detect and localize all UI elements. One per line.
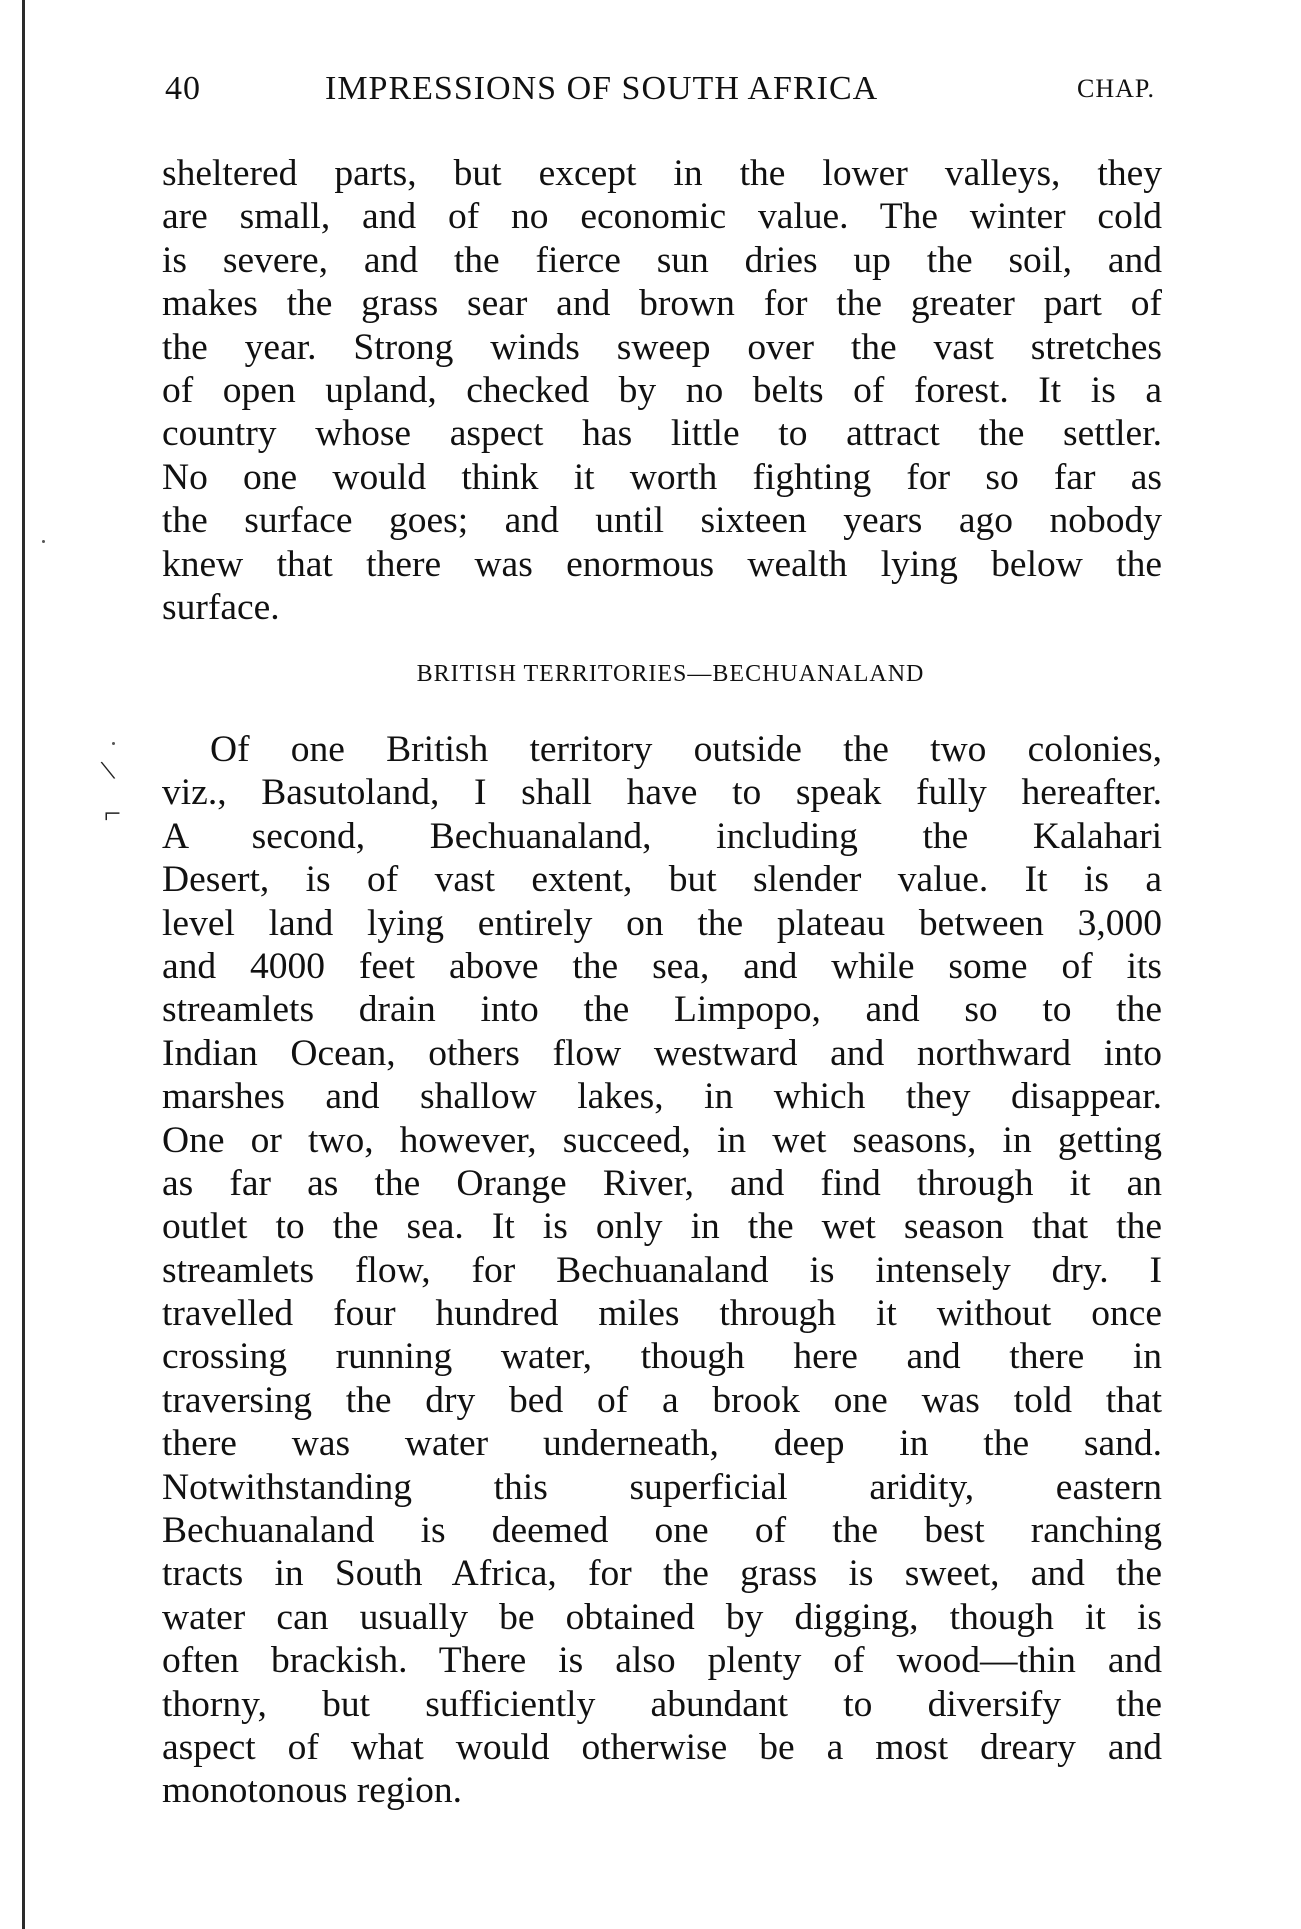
text-line: there was water underneath, deep in the sand. bbox=[162, 1423, 1162, 1465]
text-line: Notwithstanding this superficial aridity, eastern bbox=[162, 1466, 1162, 1508]
running-head bbox=[165, 70, 1155, 120]
margin-pencil-mark: \ bbox=[98, 753, 118, 788]
text-line: No one would think it worth fighting for so far as bbox=[162, 456, 1162, 498]
section-heading: BRITISH TERRITORIES—BECHUANALAND bbox=[416, 661, 925, 687]
text-line: and 4000 feet above the sea, and while some of its bbox=[162, 945, 1162, 987]
text-line: A second, Bechuanaland, including the Kalahari bbox=[162, 815, 1162, 857]
text-line: Bechuanaland is deemed one of the best ranching bbox=[162, 1510, 1162, 1552]
text-line: Desert, is of vast extent, but slender value. It is a bbox=[162, 859, 1162, 901]
text-line: sheltered parts, but except in the lower valleys, they bbox=[162, 153, 1162, 194]
book-title: IMPRESSIONS OF SOUTH AFRICA bbox=[325, 70, 879, 107]
text-line: Indian Ocean, others flow westward and northward into bbox=[162, 1032, 1162, 1074]
text-line: One or two, however, succeed, in wet seasons, in getting bbox=[162, 1119, 1162, 1161]
margin-speck bbox=[112, 742, 115, 745]
text-line: is severe, and the fierce sun dries up the soil, and bbox=[162, 239, 1162, 281]
text-line: traversing the dry bed of a brook one was told that bbox=[162, 1379, 1162, 1421]
text-line: of open upland, checked by no belts of forest. It is a bbox=[162, 369, 1162, 411]
text-line: crossing running water, though here and there in bbox=[162, 1336, 1162, 1378]
text-line: water can usually be obtained by digging, though it is bbox=[162, 1596, 1162, 1638]
paragraph-2 bbox=[162, 728, 1162, 1813]
page-edge-line bbox=[22, 0, 25, 1929]
text-line: as far as the Orange River, and find through it an bbox=[162, 1162, 1162, 1204]
margin-pencil-mark: ⌐ bbox=[104, 797, 121, 830]
text-line: country whose aspect has little to attract the settler. bbox=[162, 413, 1162, 455]
text-line: tracts in South Africa, for the grass is sweet, and the bbox=[162, 1553, 1162, 1595]
text-line: thorny, but sufficiently abundant to diversify the bbox=[162, 1683, 1162, 1725]
page-number: 40 bbox=[165, 70, 201, 107]
text-line: travelled four hundred miles through it without once bbox=[162, 1293, 1162, 1335]
text-line: Of one British territory outside the two colonies, bbox=[210, 729, 1162, 770]
paragraph-1 bbox=[162, 152, 1162, 629]
text-line: often brackish. There is also plenty of wood—thin and bbox=[162, 1640, 1162, 1682]
text-line: aspect of what would otherwise be a most dreary and bbox=[162, 1726, 1162, 1768]
text-line: viz., Basutoland, I shall have to speak fully hereafter. bbox=[162, 772, 1162, 814]
text-line: surface. bbox=[162, 586, 280, 628]
text-line: streamlets flow, for Bechuanaland is intensely dry. I bbox=[162, 1249, 1162, 1291]
text-line: knew that there was enormous wealth lying below the bbox=[162, 543, 1162, 585]
text-line: outlet to the sea. It is only in the wet season that the bbox=[162, 1206, 1162, 1248]
text-line: the surface goes; and until sixteen years ago nobody bbox=[162, 500, 1162, 542]
text-line: makes the grass sear and brown for the greater part of bbox=[162, 283, 1162, 325]
text-line: the year. Strong winds sweep over the vast stretches bbox=[162, 326, 1162, 368]
text-line: marshes and shallow lakes, in which they disappear. bbox=[162, 1076, 1162, 1118]
text-line: level land lying entirely on the plateau between 3,000 bbox=[162, 902, 1162, 944]
chapter-label: CHAP. bbox=[1077, 74, 1155, 103]
text-line: are small, and of no economic value. The winter cold bbox=[162, 196, 1162, 238]
text-line: monotonous region. bbox=[162, 1770, 462, 1812]
margin-speck bbox=[42, 540, 45, 543]
text-line: streamlets drain into the Limpopo, and so to the bbox=[162, 989, 1162, 1031]
